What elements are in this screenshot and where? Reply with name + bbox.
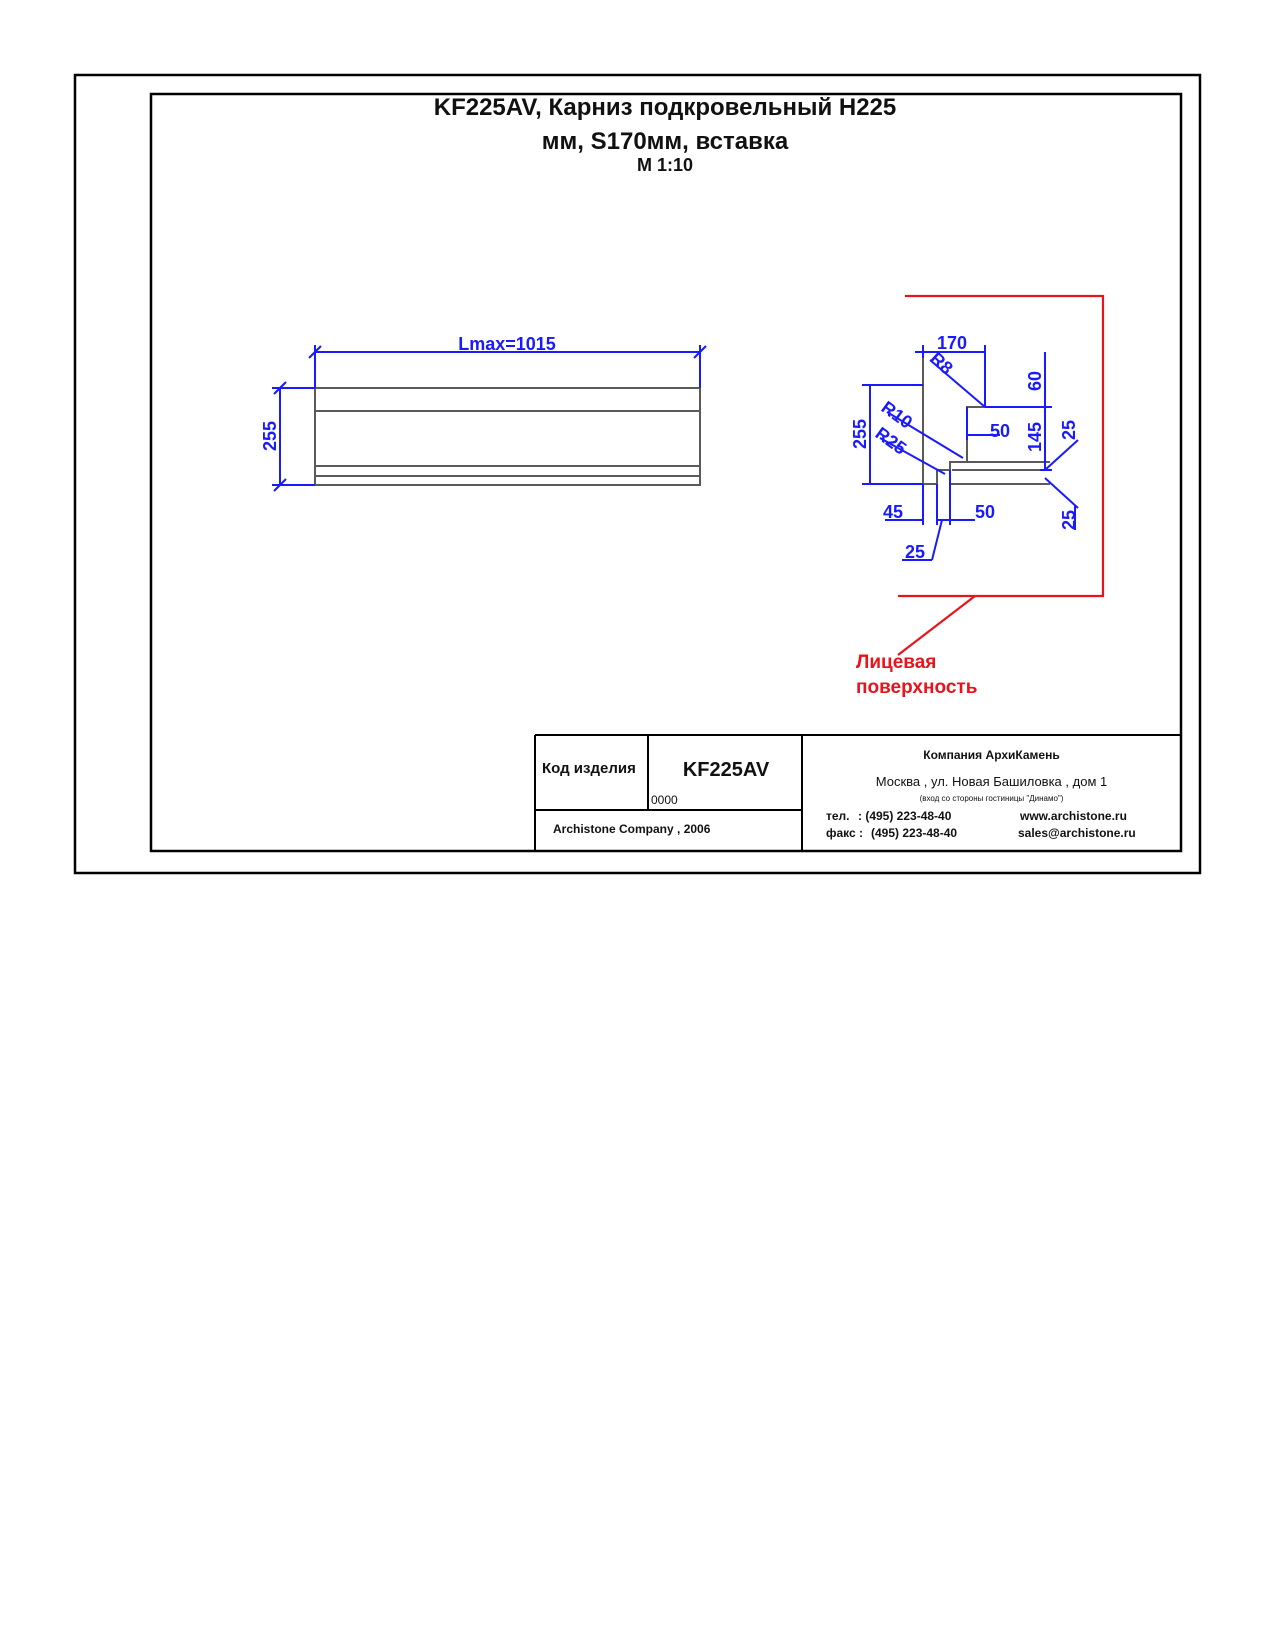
fax-number: (495) 223-48-40 <box>871 826 958 840</box>
dim-50-upper: 50 <box>990 421 1011 441</box>
email-link[interactable]: sales@archistone.ru <box>1018 826 1136 840</box>
company-name: Компания АрхиКамень <box>923 748 1060 762</box>
dim-45: 45 <box>883 502 904 522</box>
face-surface-marker <box>898 296 1103 655</box>
inner-frame <box>151 94 1181 851</box>
dim-25-right-upper: 25 <box>1059 419 1079 441</box>
dim-r8: R8 <box>926 348 957 379</box>
dim-170: 170 <box>937 333 968 353</box>
front-view-dimensions <box>272 345 706 491</box>
website-link[interactable]: www.archistone.ru <box>1020 809 1127 823</box>
dim-r10: R10 <box>877 397 917 433</box>
phone-label: тел. <box>826 809 850 823</box>
product-code-label: Код изделия <box>542 760 636 777</box>
dim-25-bottom: 25 <box>905 542 926 562</box>
face-surface-label <box>856 650 977 700</box>
face-surface-label-line-1: Лицевая <box>856 652 937 673</box>
profile-outline <box>923 352 985 484</box>
drawing-title-line-2: мм, S170мм, вставка <box>541 128 789 155</box>
company-address: Москва , ул. Новая Башиловка , дом 1 <box>875 774 1108 789</box>
phone-number: : (495) 223-48-40 <box>858 809 952 823</box>
drawing-scale: М 1:10 <box>636 155 694 175</box>
dim-255: 255 <box>850 418 870 450</box>
front-height-label: 255 <box>260 420 280 452</box>
dim-50-lower: 50 <box>975 502 996 522</box>
drawing-title-line-1: KF225AV, Карниз подкровельный H225 <box>433 94 897 121</box>
product-code-value: KF225AV <box>682 759 770 781</box>
dim-25-right-lower: 25 <box>1059 509 1079 531</box>
dim-145: 145 <box>1025 421 1045 453</box>
company-address-note: (вход со стороны гостиницы "Динамо") <box>919 794 1064 803</box>
dim-r25: R25 <box>871 423 911 459</box>
front-view <box>315 388 700 485</box>
copyright-text: Archistone Company , 2006 <box>553 822 711 836</box>
face-surface-label-line-2: поверхность <box>856 677 978 698</box>
front-length-label: Lmax=1015 <box>458 334 556 354</box>
front-view-outline <box>315 388 700 485</box>
fax-label: факс : <box>826 826 864 840</box>
dim-60: 60 <box>1025 370 1045 392</box>
document-number: 0000 <box>651 793 678 807</box>
